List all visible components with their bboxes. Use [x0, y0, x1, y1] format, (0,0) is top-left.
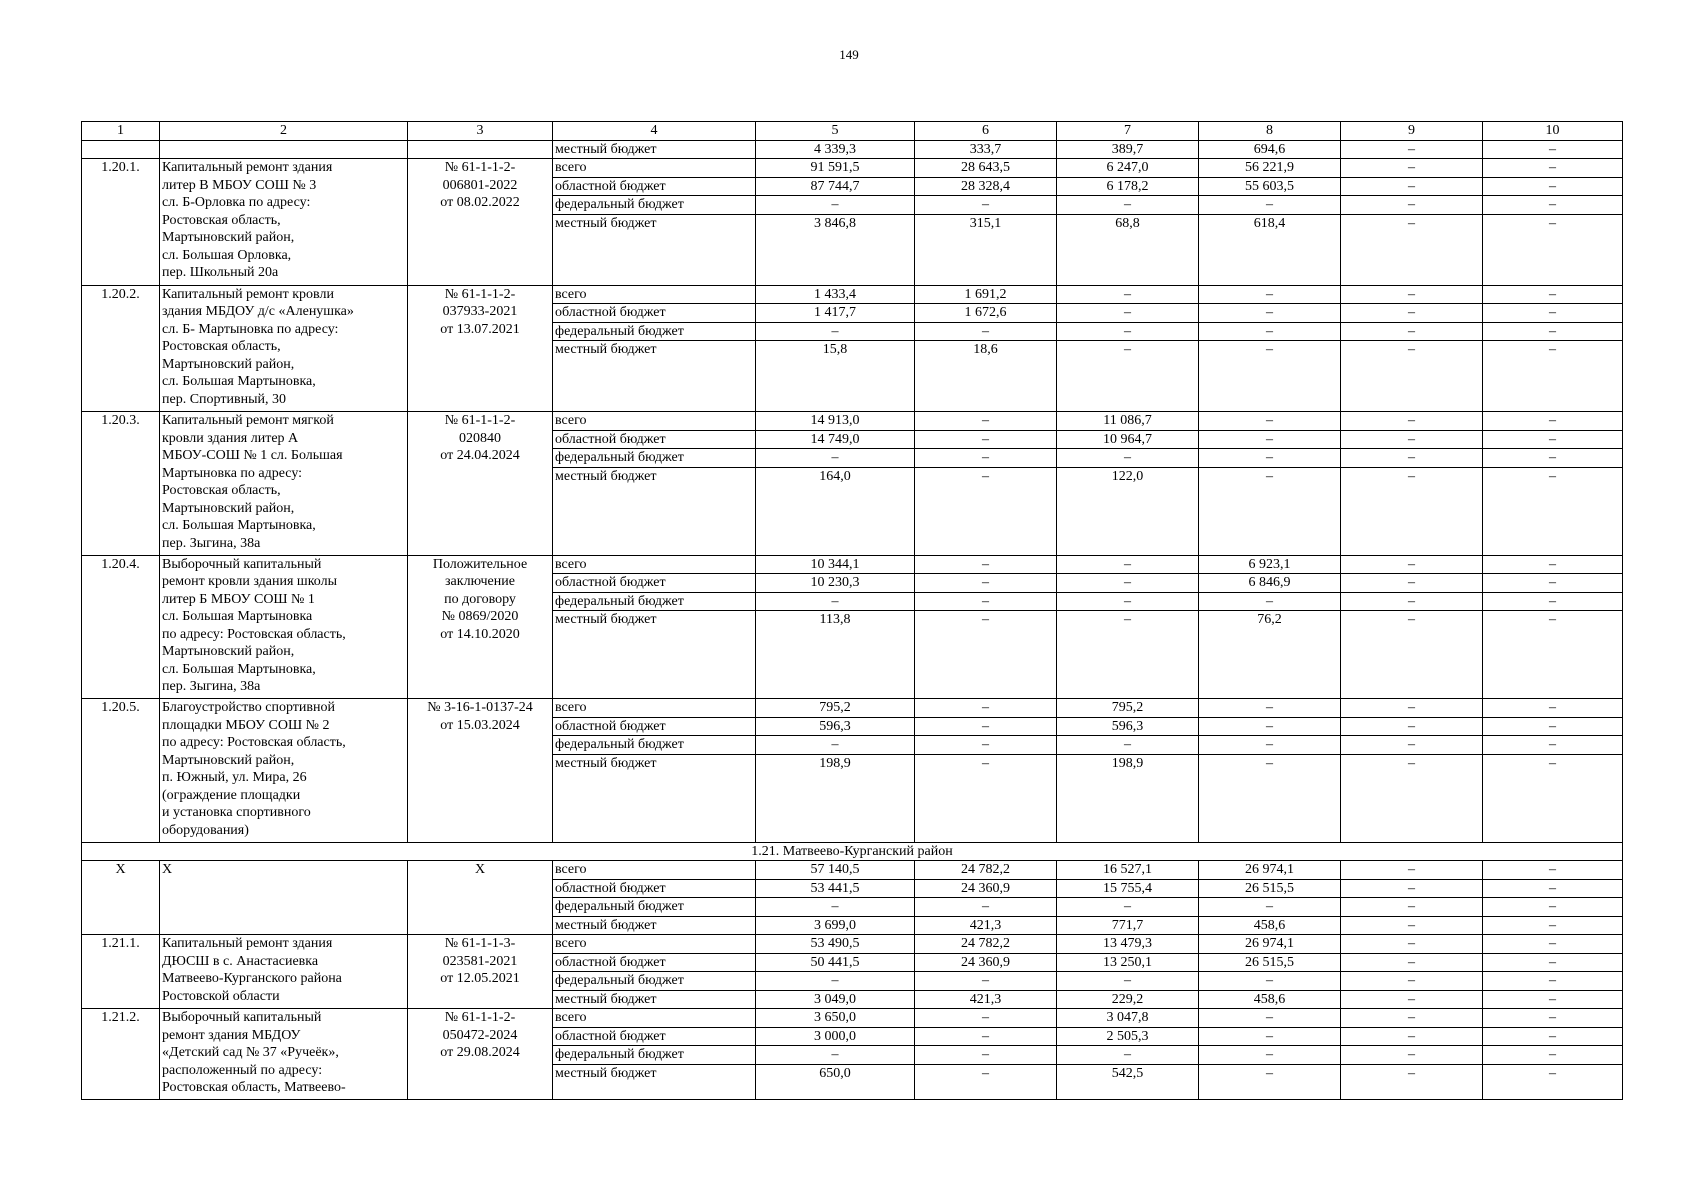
- amount-cell: 24 782,2: [915, 861, 1057, 880]
- column-header: 6: [915, 122, 1057, 141]
- project-row: [82, 285, 1623, 304]
- amount-cell: –: [1483, 574, 1623, 593]
- amount-cell: –: [1057, 449, 1199, 468]
- amount-cell: 10 230,3: [756, 574, 915, 593]
- amount-cell: –: [1341, 898, 1483, 917]
- amount-cell: 596,3: [756, 717, 915, 736]
- amount-cell: 458,6: [1199, 916, 1341, 935]
- amount-cell: –: [1483, 699, 1623, 718]
- amount-cell: –: [1199, 412, 1341, 431]
- amount-cell: –: [1341, 159, 1483, 178]
- funding-source: областной бюджет: [553, 304, 756, 323]
- amount-cell: 618,4: [1199, 214, 1341, 285]
- amount-cell: –: [1483, 972, 1623, 991]
- amount-cell: 771,7: [1057, 916, 1199, 935]
- amount-cell: –: [756, 972, 915, 991]
- funding-source: всего: [553, 699, 756, 718]
- amount-cell: –: [1057, 574, 1199, 593]
- amount-cell: –: [1483, 879, 1623, 898]
- funding-source: местный бюджет: [553, 916, 756, 935]
- project-row: [82, 159, 1623, 178]
- amount-cell: –: [915, 699, 1057, 718]
- amount-cell: –: [1199, 196, 1341, 215]
- amount-cell: –: [915, 736, 1057, 755]
- amount-cell: –: [1341, 177, 1483, 196]
- amount-cell: –: [1341, 467, 1483, 555]
- carryover-row: [82, 140, 1623, 159]
- amount-cell: –: [1341, 1009, 1483, 1028]
- amount-cell: 15 755,4: [1057, 879, 1199, 898]
- amount-cell: 56 221,9: [1199, 159, 1341, 178]
- project-code: X: [82, 861, 160, 935]
- funding-source: местный бюджет: [553, 611, 756, 699]
- amount-cell: –: [1483, 754, 1623, 842]
- amount-cell: 50 441,5: [756, 953, 915, 972]
- amount-cell: 389,7: [1057, 140, 1199, 159]
- amount-cell: 164,0: [756, 467, 915, 555]
- amount-cell: 57 140,5: [756, 861, 915, 880]
- funding-source: областной бюджет: [553, 879, 756, 898]
- funding-source: местный бюджет: [553, 140, 756, 159]
- funding-source: всего: [553, 412, 756, 431]
- column-header: 1: [82, 122, 160, 141]
- amount-cell: 13 479,3: [1057, 935, 1199, 954]
- amount-cell: 55 603,5: [1199, 177, 1341, 196]
- amount-cell: –: [915, 196, 1057, 215]
- amount-cell: 24 360,9: [915, 879, 1057, 898]
- amount-cell: 3 049,0: [756, 990, 915, 1009]
- column-header: 5: [756, 122, 915, 141]
- amount-cell: –: [1483, 611, 1623, 699]
- amount-cell: 91 591,5: [756, 159, 915, 178]
- amount-cell: –: [756, 592, 915, 611]
- amount-cell: –: [1341, 611, 1483, 699]
- amount-cell: –: [1199, 898, 1341, 917]
- project-document: X: [408, 861, 553, 935]
- amount-cell: –: [756, 196, 915, 215]
- page-number: 149: [839, 47, 859, 62]
- amount-cell: 28 643,5: [915, 159, 1057, 178]
- amount-cell: 3 699,0: [756, 916, 915, 935]
- amount-cell: 542,5: [1057, 1064, 1199, 1099]
- amount-cell: –: [1341, 754, 1483, 842]
- amount-cell: –: [1199, 1027, 1341, 1046]
- amount-cell: 16 527,1: [1057, 861, 1199, 880]
- amount-cell: 113,8: [756, 611, 915, 699]
- amount-cell: 76,2: [1199, 611, 1341, 699]
- amount-cell: –: [915, 555, 1057, 574]
- amount-cell: –: [1199, 341, 1341, 412]
- amount-cell: –: [915, 972, 1057, 991]
- amount-cell: –: [1341, 953, 1483, 972]
- project-code: 1.21.1.: [82, 935, 160, 1009]
- funding-source: всего: [553, 285, 756, 304]
- amount-cell: –: [915, 754, 1057, 842]
- column-header: 2: [160, 122, 408, 141]
- amount-cell: –: [1199, 467, 1341, 555]
- amount-cell: 53 441,5: [756, 879, 915, 898]
- amount-cell: –: [1341, 412, 1483, 431]
- funding-source: областной бюджет: [553, 430, 756, 449]
- amount-cell: –: [1483, 717, 1623, 736]
- project-row: [82, 555, 1623, 574]
- amount-cell: –: [1341, 285, 1483, 304]
- amount-cell: –: [1483, 861, 1623, 880]
- amount-cell: –: [1483, 953, 1623, 972]
- amount-cell: –: [1057, 555, 1199, 574]
- amount-cell: –: [1199, 699, 1341, 718]
- empty-cell: [82, 140, 160, 159]
- amount-cell: –: [1199, 304, 1341, 323]
- amount-cell: –: [1341, 574, 1483, 593]
- amount-cell: –: [1057, 611, 1199, 699]
- funding-source: областной бюджет: [553, 953, 756, 972]
- amount-cell: 15,8: [756, 341, 915, 412]
- amount-cell: –: [1483, 159, 1623, 178]
- amount-cell: –: [1341, 322, 1483, 341]
- amount-cell: –: [1483, 304, 1623, 323]
- amount-cell: 26 974,1: [1199, 861, 1341, 880]
- amount-cell: 694,6: [1199, 140, 1341, 159]
- amount-cell: –: [1199, 1064, 1341, 1099]
- amount-cell: 650,0: [756, 1064, 915, 1099]
- project-code: 1.21.2.: [82, 1009, 160, 1100]
- amount-cell: 795,2: [1057, 699, 1199, 718]
- amount-cell: –: [1057, 304, 1199, 323]
- amount-cell: 1 672,6: [915, 304, 1057, 323]
- amount-cell: –: [1057, 1046, 1199, 1065]
- project-code: 1.20.4.: [82, 555, 160, 699]
- project-code: 1.20.2.: [82, 285, 160, 412]
- amount-cell: –: [1483, 140, 1623, 159]
- funding-source: федеральный бюджет: [553, 322, 756, 341]
- project-description: Выборочный капитальный ремонт здания МБДОУ «Детский сад № 37 «Ручеёк», расположенный по адресу: Ростовская область, Матвеево-: [160, 1009, 408, 1100]
- amount-cell: 3 846,8: [756, 214, 915, 285]
- amount-cell: 1 691,2: [915, 285, 1057, 304]
- funding-source: всего: [553, 159, 756, 178]
- amount-cell: 6 178,2: [1057, 177, 1199, 196]
- amount-cell: –: [1483, 990, 1623, 1009]
- amount-cell: –: [1341, 1027, 1483, 1046]
- amount-cell: 122,0: [1057, 467, 1199, 555]
- amount-cell: –: [1199, 430, 1341, 449]
- project-row: [82, 861, 1623, 880]
- table-body: [82, 122, 1623, 1100]
- amount-cell: –: [1341, 861, 1483, 880]
- project-document: № 3-16-1-0137-24 от 15.03.2024: [408, 699, 553, 843]
- funding-source: всего: [553, 861, 756, 880]
- funding-source: местный бюджет: [553, 214, 756, 285]
- amount-cell: 6 923,1: [1199, 555, 1341, 574]
- amount-cell: –: [915, 1046, 1057, 1065]
- amount-cell: –: [1057, 736, 1199, 755]
- amount-cell: –: [1341, 341, 1483, 412]
- funding-source: федеральный бюджет: [553, 196, 756, 215]
- amount-cell: –: [915, 611, 1057, 699]
- amount-cell: –: [915, 322, 1057, 341]
- amount-cell: –: [1483, 285, 1623, 304]
- amount-cell: –: [1199, 1009, 1341, 1028]
- amount-cell: 6 846,9: [1199, 574, 1341, 593]
- header-row: [82, 122, 1623, 141]
- empty-cell: [160, 140, 408, 159]
- funding-source: областной бюджет: [553, 717, 756, 736]
- amount-cell: –: [1057, 898, 1199, 917]
- amount-cell: –: [1483, 935, 1623, 954]
- amount-cell: 2 505,3: [1057, 1027, 1199, 1046]
- amount-cell: –: [915, 449, 1057, 468]
- amount-cell: –: [1341, 214, 1483, 285]
- amount-cell: 13 250,1: [1057, 953, 1199, 972]
- amount-cell: 18,6: [915, 341, 1057, 412]
- project-description: Капитальный ремонт кровли здания МБДОУ д/с «Аленушка» сл. Б- Мартыновка по адресу: Ростовская область, Мартыновский район, сл. Большая Мартыновка, пер. Спортивный, 30: [160, 285, 408, 412]
- funding-source: областной бюджет: [553, 177, 756, 196]
- funding-source: всего: [553, 935, 756, 954]
- amount-cell: –: [1483, 449, 1623, 468]
- amount-cell: –: [1199, 1046, 1341, 1065]
- amount-cell: –: [915, 717, 1057, 736]
- funding-source: областной бюджет: [553, 1027, 756, 1046]
- amount-cell: –: [1341, 699, 1483, 718]
- amount-cell: 26 515,5: [1199, 879, 1341, 898]
- amount-cell: –: [915, 430, 1057, 449]
- project-description: Капитальный ремонт мягкой кровли здания литер А МБОУ-СОШ № 1 сл. Большая Мартыновка по адресу: Ростовская область, Мартыновский район, сл. Большая Мартыновка, пер. Зыгина, 38а: [160, 412, 408, 556]
- amount-cell: 28 328,4: [915, 177, 1057, 196]
- amount-cell: –: [1483, 592, 1623, 611]
- amount-cell: –: [1483, 430, 1623, 449]
- amount-cell: –: [1199, 972, 1341, 991]
- amount-cell: 10 344,1: [756, 555, 915, 574]
- amount-cell: –: [1483, 412, 1623, 431]
- amount-cell: –: [1057, 341, 1199, 412]
- amount-cell: 14 749,0: [756, 430, 915, 449]
- project-document: Положительное заключение по договору № 0869/2020 от 14.10.2020: [408, 555, 553, 699]
- funding-source: местный бюджет: [553, 754, 756, 842]
- amount-cell: –: [1057, 322, 1199, 341]
- amount-cell: –: [1483, 467, 1623, 555]
- funding-source: местный бюджет: [553, 467, 756, 555]
- amount-cell: –: [1199, 322, 1341, 341]
- project-description: Выборочный капитальный ремонт кровли здания школы литер Б МБОУ СОШ № 1 сл. Большая Мартыновка по адресу: Ростовская область, Мартыновский район, сл. Большая Мартыновка, пер. Зыгина, 38а: [160, 555, 408, 699]
- project-row: [82, 412, 1623, 431]
- funding-source: федеральный бюджет: [553, 972, 756, 991]
- amount-cell: 53 490,5: [756, 935, 915, 954]
- amount-cell: –: [756, 898, 915, 917]
- amount-cell: –: [1483, 555, 1623, 574]
- amount-cell: –: [1199, 717, 1341, 736]
- budget-table: [81, 121, 1623, 1100]
- amount-cell: –: [1199, 449, 1341, 468]
- amount-cell: –: [1341, 304, 1483, 323]
- amount-cell: –: [915, 574, 1057, 593]
- project-document: № 61-1-1-2- 050472-2024 от 29.08.2024: [408, 1009, 553, 1100]
- funding-source: местный бюджет: [553, 341, 756, 412]
- project-code: 1.20.3.: [82, 412, 160, 556]
- project-description: Капитальный ремонт здания ДЮСШ в с. Анастасиевка Матвеево-Курганского района Ростовской области: [160, 935, 408, 1009]
- amount-cell: –: [1341, 430, 1483, 449]
- amount-cell: 1 433,4: [756, 285, 915, 304]
- amount-cell: –: [1341, 140, 1483, 159]
- project-description: X: [160, 861, 408, 935]
- amount-cell: –: [915, 467, 1057, 555]
- amount-cell: 24 782,2: [915, 935, 1057, 954]
- section-row: [82, 842, 1623, 861]
- amount-cell: –: [1341, 916, 1483, 935]
- project-row: [82, 935, 1623, 954]
- amount-cell: –: [1483, 196, 1623, 215]
- project-code: 1.20.1.: [82, 159, 160, 286]
- amount-cell: –: [1483, 177, 1623, 196]
- funding-source: федеральный бюджет: [553, 1046, 756, 1065]
- amount-cell: –: [915, 1027, 1057, 1046]
- amount-cell: –: [915, 898, 1057, 917]
- amount-cell: –: [1199, 285, 1341, 304]
- amount-cell: 6 247,0: [1057, 159, 1199, 178]
- amount-cell: –: [1199, 754, 1341, 842]
- amount-cell: 24 360,9: [915, 953, 1057, 972]
- amount-cell: 229,2: [1057, 990, 1199, 1009]
- project-row: [82, 1009, 1623, 1028]
- amount-cell: 1 417,7: [756, 304, 915, 323]
- amount-cell: –: [1057, 196, 1199, 215]
- amount-cell: 11 086,7: [1057, 412, 1199, 431]
- empty-cell: [408, 140, 553, 159]
- amount-cell: –: [915, 592, 1057, 611]
- amount-cell: –: [915, 1009, 1057, 1028]
- funding-source: федеральный бюджет: [553, 898, 756, 917]
- project-description: Капитальный ремонт здания литер В МБОУ СОШ № 3 сл. Б-Орловка по адресу: Ростовская область, Мартыновский район, сл. Большая Орловка, пер. Школьный 20а: [160, 159, 408, 286]
- amount-cell: –: [1341, 935, 1483, 954]
- amount-cell: –: [1057, 972, 1199, 991]
- amount-cell: 198,9: [1057, 754, 1199, 842]
- project-document: № 61-1-1-2- 020840 от 24.04.2024: [408, 412, 553, 556]
- amount-cell: 14 913,0: [756, 412, 915, 431]
- amount-cell: 3 000,0: [756, 1027, 915, 1046]
- amount-cell: –: [1483, 341, 1623, 412]
- amount-cell: –: [1341, 990, 1483, 1009]
- column-header: 4: [553, 122, 756, 141]
- amount-cell: 3 047,8: [1057, 1009, 1199, 1028]
- amount-cell: –: [1483, 898, 1623, 917]
- amount-cell: –: [1341, 555, 1483, 574]
- amount-cell: –: [915, 412, 1057, 431]
- amount-cell: –: [756, 322, 915, 341]
- amount-cell: 596,3: [1057, 717, 1199, 736]
- amount-cell: –: [1341, 879, 1483, 898]
- amount-cell: –: [1057, 592, 1199, 611]
- amount-cell: –: [1341, 736, 1483, 755]
- amount-cell: –: [1341, 1064, 1483, 1099]
- funding-source: федеральный бюджет: [553, 592, 756, 611]
- amount-cell: –: [1341, 1046, 1483, 1065]
- project-row: [82, 699, 1623, 718]
- amount-cell: –: [1341, 196, 1483, 215]
- funding-source: всего: [553, 1009, 756, 1028]
- funding-source: федеральный бюджет: [553, 736, 756, 755]
- amount-cell: –: [1483, 1046, 1623, 1065]
- amount-cell: –: [915, 1064, 1057, 1099]
- project-code: 1.20.5.: [82, 699, 160, 843]
- column-header: 7: [1057, 122, 1199, 141]
- amount-cell: 198,9: [756, 754, 915, 842]
- project-document: № 61-1-1-2- 006801-2022 от 08.02.2022: [408, 159, 553, 286]
- amount-cell: 4 339,3: [756, 140, 915, 159]
- amount-cell: 68,8: [1057, 214, 1199, 285]
- project-document: № 61-1-1-2- 037933-2021 от 13.07.2021: [408, 285, 553, 412]
- amount-cell: 795,2: [756, 699, 915, 718]
- amount-cell: –: [1057, 285, 1199, 304]
- project-document: № 61-1-1-3- 023581-2021 от 12.05.2021: [408, 935, 553, 1009]
- amount-cell: –: [1341, 592, 1483, 611]
- column-header: 9: [1341, 122, 1483, 141]
- project-description: Благоустройство спортивной площадки МБОУ СОШ № 2 по адресу: Ростовская область, Мартыновский район, п. Южный, ул. Мира, 26 (ограждение площадки и установка спортивного оборудования): [160, 699, 408, 843]
- amount-cell: –: [1199, 736, 1341, 755]
- amount-cell: –: [1483, 1009, 1623, 1028]
- funding-source: федеральный бюджет: [553, 449, 756, 468]
- funding-source: местный бюджет: [553, 990, 756, 1009]
- amount-cell: –: [1483, 736, 1623, 755]
- amount-cell: –: [1483, 916, 1623, 935]
- amount-cell: 87 744,7: [756, 177, 915, 196]
- column-header: 8: [1199, 122, 1341, 141]
- funding-source: областной бюджет: [553, 574, 756, 593]
- amount-cell: 315,1: [915, 214, 1057, 285]
- amount-cell: –: [1483, 214, 1623, 285]
- column-header: 3: [408, 122, 553, 141]
- amount-cell: –: [1341, 972, 1483, 991]
- section-title: 1.21. Матвеево-Курганский район: [82, 842, 1623, 861]
- column-header: 10: [1483, 122, 1623, 141]
- amount-cell: –: [1199, 592, 1341, 611]
- amount-cell: 458,6: [1199, 990, 1341, 1009]
- amount-cell: –: [756, 1046, 915, 1065]
- amount-cell: 421,3: [915, 990, 1057, 1009]
- amount-cell: 26 974,1: [1199, 935, 1341, 954]
- amount-cell: 333,7: [915, 140, 1057, 159]
- amount-cell: 421,3: [915, 916, 1057, 935]
- amount-cell: –: [756, 449, 915, 468]
- amount-cell: –: [1483, 1027, 1623, 1046]
- funding-source: местный бюджет: [553, 1064, 756, 1099]
- amount-cell: 3 650,0: [756, 1009, 915, 1028]
- amount-cell: –: [1341, 717, 1483, 736]
- amount-cell: 26 515,5: [1199, 953, 1341, 972]
- amount-cell: –: [756, 736, 915, 755]
- funding-source: всего: [553, 555, 756, 574]
- amount-cell: –: [1483, 1064, 1623, 1099]
- amount-cell: –: [1483, 322, 1623, 341]
- amount-cell: 10 964,7: [1057, 430, 1199, 449]
- amount-cell: –: [1341, 449, 1483, 468]
